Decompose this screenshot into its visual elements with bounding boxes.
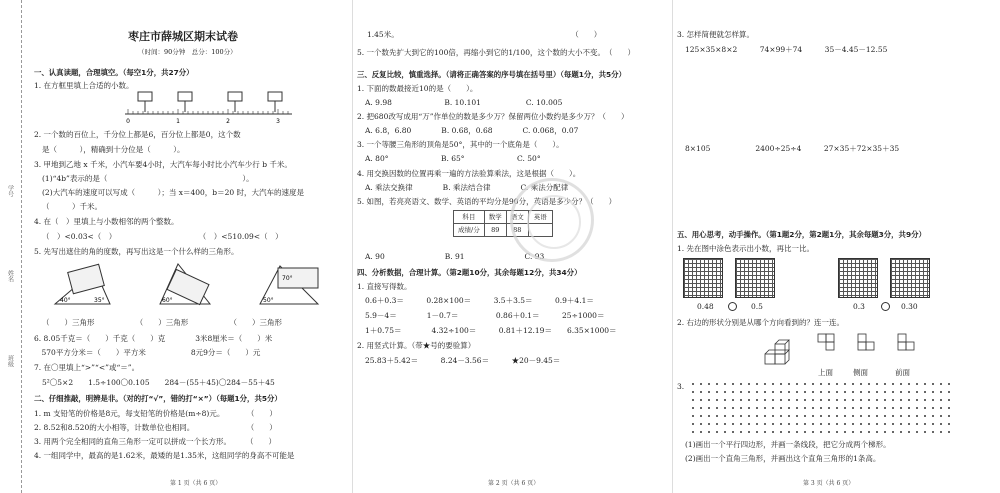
choice-4-options: A. 乘法交换律 B. 乘法结合律 C. 乘法分配律 xyxy=(365,183,569,192)
choice-5-options: A. 90 B. 91 C. 93 xyxy=(365,252,545,261)
choice-1-options: A. 9.98 B. 10.101 C. 10.005 xyxy=(365,98,563,107)
margin-label-name: 姓名 xyxy=(6,270,14,282)
view-label-front: 前面 xyxy=(895,368,910,377)
tri-label-50: 50° xyxy=(263,297,274,304)
tf-5: 5. 一个数先扩大到它的100倍，再缩小到它的1/100，这个数的大小不变。 （ ） xyxy=(357,48,635,57)
tbl-head-subject: 科目 xyxy=(454,211,485,224)
tbl-head-english: 英语 xyxy=(528,211,552,224)
choice-2: 2. 把680改写成用“万”作单位的数是多少万？保留两位小数约是多少万？（ ） xyxy=(357,112,629,121)
watermark-seal xyxy=(510,178,594,262)
nl-label-3: 3 xyxy=(276,118,280,124)
q2-line-2: 是（ ），精确到十分位是（ ）。 xyxy=(42,145,185,154)
section-4-heading: 四、分析数据，合理计算。（第2题10分，其余每题12分，共34分） xyxy=(357,268,582,277)
q7: 7. 在〇里填上“>”“<”或“＝”。 xyxy=(34,363,140,372)
q4-line-1: 4. 在（ ）里填上与小数相邻的两个整数。 xyxy=(34,217,179,226)
choice-3: 3. 一个等腰三角形的顶角是50°，其中的一个底角是（ ）。 xyxy=(357,140,564,149)
margin-label-id: 学号 xyxy=(6,185,14,197)
page-subtitle: （时间：90分钟 总分：100分） xyxy=(138,48,237,56)
nl-label-2: 2 xyxy=(226,118,230,124)
calc-3-row-2: 8×105 2400÷25÷4 27×35＋72×35＋35 xyxy=(685,144,900,153)
tbl-cell-chinese: 88 xyxy=(506,224,528,237)
page-3 xyxy=(672,0,994,493)
q5: 5. 先写出遮住的角的度数，再写出这是一个什么样的三角形。 xyxy=(34,247,239,256)
page-1-footer: 第 1 页（共 6 页） xyxy=(170,479,222,487)
page-2-footer: 第 2 页（共 6 页） xyxy=(488,479,540,487)
tri-label-40: 40° xyxy=(60,297,71,304)
q7-compare: 5²〇5×2 1.5÷100〇0.105 284－(55＋45)〇284－55＋45 xyxy=(42,378,275,387)
tf-4-cont: 1.45米。 （ ） xyxy=(367,30,602,39)
choice-4: 4. 用交换因数的位置再乘一遍的方法验算乘法，这是根据（ ）。 xyxy=(357,169,581,178)
hundred-grid-4[interactable] xyxy=(890,258,930,298)
section-2-heading: 二、仔细推敲，明辨是非。（对的打“√”，错的打“×”）（每题1分，共5分） xyxy=(34,394,282,403)
calc-1-row-2: 5.9－4＝ 1－0.7＝ 0.86＋0.1＝ 25÷1000＝ xyxy=(365,311,605,320)
section-5-heading: 五、用心思考，动手操作。（第1题2分，第2题1分，其余每题3分，共9分） xyxy=(677,230,926,239)
q3-line-3: (2)大汽车的速度可以写成（ ）；当 x＝400，b＝20 时，大汽车的速度是 xyxy=(42,188,305,197)
tf-2: 2. 8.52和8.520的大小相等，计数单位也相同。 （ ） xyxy=(34,423,277,432)
q5-answers: （ ）三角形 （ ）三角形 （ ）三角形 xyxy=(42,318,282,327)
margin-label-class: 班级 xyxy=(6,355,14,367)
section-1-heading: 一、认真读题，合理填空。（每空1分，共27分） xyxy=(34,68,194,77)
op-1-value-3: 0.3 xyxy=(853,302,865,311)
triangle-figures xyxy=(50,258,325,310)
binding-margin xyxy=(0,0,22,493)
tri-label-35: 35° xyxy=(94,297,105,304)
q6-line-2: 570平方分米＝（ ）平方米 8元9分＝（ ）元 xyxy=(34,348,261,357)
op-1-value-2: 0.5 xyxy=(751,302,763,311)
view-label-side: 侧面 xyxy=(853,368,868,377)
page-3-footer: 第 3 页（共 6 页） xyxy=(803,479,855,487)
tf-3: 3. 用两个完全相同的直角三角形一定可以拼成一个长方形。 （ ） xyxy=(34,437,277,446)
calc-1-row-1: 0.6＋0.3＝ 0.28×100＝ 3.5＋3.5＝ 0.9＋4.1＝ xyxy=(365,296,594,305)
calc-3-row-1: 125×35×8×2 74×99＋74 35－4.45－12.55 xyxy=(685,45,888,54)
choice-5: 5. 如图，若亮亮语文、数学、英语的平均分是90分，英语是多少分？（ ） xyxy=(357,197,617,206)
page-2 xyxy=(352,0,667,493)
nl-label-1: 1 xyxy=(176,118,180,124)
op-1: 1. 先在图中涂色表示出小数，再比一比。 xyxy=(677,244,815,253)
dot-grid[interactable] xyxy=(689,380,953,436)
page-title: 枣庄市薛城区期末试卷 xyxy=(128,30,238,43)
compare-circle-1[interactable] xyxy=(728,302,737,311)
choice-3-options: A. 80° B. 65° C. 50° xyxy=(365,154,541,163)
q3-line-1: 3. 甲地到乙地 x 千米，小汽车要4小时，大汽车每小时比小汽车少行 b 千米。 xyxy=(34,160,292,169)
op-1-value-4: 0.30 xyxy=(901,302,918,311)
view-label-top: 上面 xyxy=(818,368,833,377)
page-1 xyxy=(30,0,348,493)
hundred-grid-3[interactable] xyxy=(838,258,878,298)
q3-line-2: (1)“4b”表示的是（ ）。 xyxy=(42,174,254,183)
tri-label-60: 60° xyxy=(162,297,173,304)
tf-4: 4. 一组同学中，最高的是1.62米，最矮的是1.35米，这组同学的身高不可能是 xyxy=(34,451,295,460)
calc-1-row-3: 1＋0.75＝ 4.32÷100＝ 0.81＋12.19＝ 6.35×1000＝ xyxy=(365,326,617,335)
q4-line-2: （ ）<0.03<（ ） （ ）<510.09<（ ） xyxy=(42,232,283,241)
op-2: 2. 右边的形状分别是从哪个方向看到的？连一连。 xyxy=(677,318,845,327)
nl-label-0: 0 xyxy=(126,118,130,124)
calc-3: 3. 怎样简便就怎样算。 xyxy=(677,30,755,39)
tbl-head-chinese: 语文 xyxy=(506,211,528,224)
section-3-heading: 三、反复比较，慎重选择。（请将正确答案的序号填在括号里）（每题1分，共5分） xyxy=(357,70,626,79)
hundred-grid-1[interactable] xyxy=(683,258,723,298)
calc-1: 1. 直接写得数。 xyxy=(357,282,412,291)
q1: 1. 在方框里填上合适的小数。 xyxy=(34,81,134,90)
tbl-cell-math: 89 xyxy=(484,224,506,237)
q6-line-1: 6. 8.05千克＝（ ）千克（ ）克 3米8厘米＝（ ）米 xyxy=(34,334,273,343)
tri-label-70: 70° xyxy=(282,275,293,282)
tf-1: 1. m 支铅笔的价格是8元，每支铅笔的价格是(m÷8)元。 （ ） xyxy=(34,409,277,418)
calc-2-row: 25.83＋5.42＝ 8.24－3.56＝ ★20－9.45＝ xyxy=(365,356,561,365)
tbl-row-label: 成绩/分 xyxy=(454,224,485,237)
number-line xyxy=(120,90,295,124)
op-1-value-1: 0.48 xyxy=(697,302,714,311)
compare-circle-2[interactable] xyxy=(881,302,890,311)
op-3-part-1: (1)画出一个平行四边形，并画一条线段，把它分成两个梯形。 xyxy=(685,440,891,449)
q2-line-1: 2. 一个数的百位上，千分位上都是6，百分位上都是0，这个数 xyxy=(34,130,241,139)
choice-1: 1. 下面的数最接近10的是（ ）。 xyxy=(357,84,478,93)
hundred-grid-2[interactable] xyxy=(735,258,775,298)
tbl-head-math: 数学 xyxy=(484,211,506,224)
op-3: 3. xyxy=(677,382,685,391)
choice-2-options: A. 6.8，6.80 B. 0.68，0.68 C. 0.068，0.07 xyxy=(365,126,579,135)
q3-line-4: （ ）千米。 xyxy=(42,202,102,211)
op-3-part-2: (2)画出一个直角三角形，并画出这个直角三角形的1条高。 xyxy=(685,454,881,463)
calc-2: 2. 用竖式计算。（带★号的要验算） xyxy=(357,341,476,350)
